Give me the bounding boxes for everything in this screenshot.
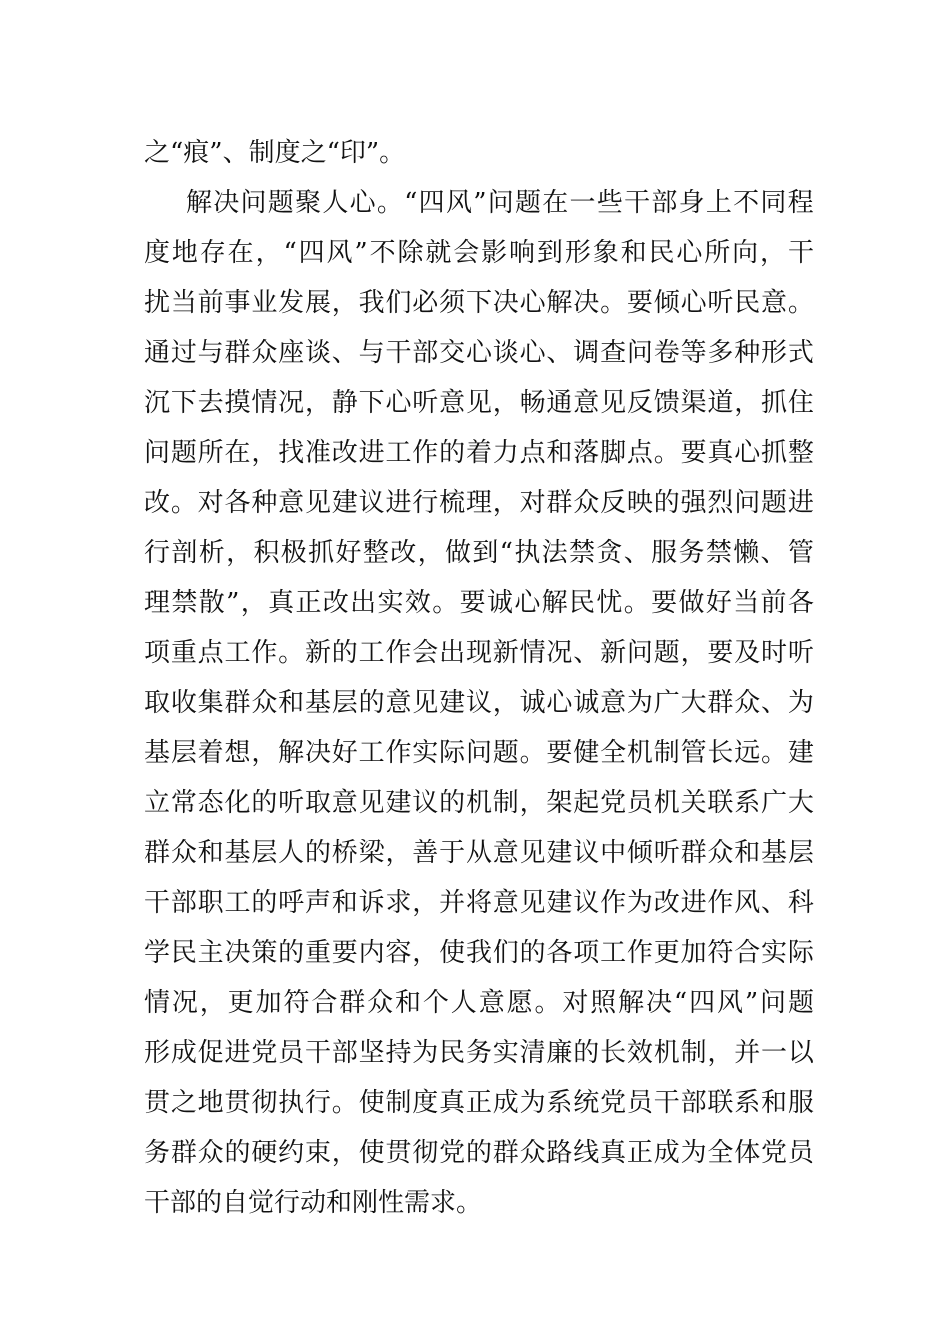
- text-line: 务 群 众 的 硬 约 束 ， 使 贯 彻 党 的 群 众 路 线 真 正 成 为 全 体 党 员: [144, 1138, 814, 1168]
- text-line: 学 民 主 决 策 的 重 要 内 容 ， 使 我 们 的 各 项 工 作 更 加 符 合 实 际: [144, 938, 814, 968]
- text-line: 群 众 和 基 层 人 的 桥 梁 ， 善 于 从 意 见 建 议 中 倾 听 群 众 和 基 层: [144, 838, 814, 868]
- text-line: 贯 之 地 贯 彻 执 行 。 使 制 度 真 正 成 为 系 统 党 员 干 部 联 系 和 服: [144, 1088, 814, 1118]
- text-line: 度 地 存 在 ， “ 四 风 ” 不 除 就 会 影 响 到 形 象 和 民 心 所 向 ， 干: [144, 238, 814, 268]
- text-line: 扰 当 前 事 业 发 展 ， 我 们 必 须 下 决 心 解 决 。 要 倾 心 听 民 意 。: [144, 288, 814, 318]
- text-line: 基 层 着 想 ， 解 决 好 工 作 实 际 问 题 。 要 健 全 机 制 管 长 远 。 建: [144, 738, 814, 768]
- text-line: 情 况 ， 更 加 符 合 群 众 和 个 人 意 愿 。 对 照 解 决 “ 四 风 ” 问 题: [144, 988, 814, 1018]
- body-text: [144, 128, 814, 1228]
- text-line: 沉 下 去 摸 情 况 ， 静 下 心 听 意 见 ， 畅 通 意 见 反 馈 渠 道 ， 抓 住: [144, 388, 814, 418]
- text-line: 之“痕”、制度之“印”。: [144, 138, 406, 168]
- text-line: 干部的自觉行动和刚性需求。: [144, 1188, 483, 1218]
- text-line: 项 重 点 工 作 。 新 的 工 作 会 出 现 新 情 况 、 新 问 题 ， 要 及 时 听: [144, 638, 814, 668]
- text-line: 行 剖 析 ， 积 极 抓 好 整 改 ， 做 到 “ 执 法 禁 贪 、 服 务 禁 懒 、 管: [144, 538, 814, 568]
- text-line: 立 常 态 化 的 听 取 意 见 建 议 的 机 制 ， 架 起 党 员 机 关 联 系 广 大: [144, 788, 814, 818]
- text-line: 形 成 促 进 党 员 干 部 坚 持 为 民 务 实 清 廉 的 长 效 机 制 ， 并 一 以: [144, 1038, 814, 1068]
- text-line: 理 禁 散 ” ， 真 正 改 出 实 效 。 要 诚 心 解 民 忧 。 要 做 好 当 前 各: [144, 588, 814, 618]
- text-line: 改 。 对 各 种 意 见 建 议 进 行 梳 理 ， 对 群 众 反 映 的 强 烈 问 题 进: [144, 488, 814, 518]
- text-line: 解 决 问 题 聚 人 心 。 “ 四 风 ” 问 题 在 一 些 干 部 身 上 不 同 程: [186, 188, 814, 218]
- text-line: 问 题 所 在 ， 找 准 改 进 工 作 的 着 力 点 和 落 脚 点 。 要 真 心 抓 整: [144, 438, 814, 468]
- text-line: 干 部 职 工 的 呼 声 和 诉 求 ， 并 将 意 见 建 议 作 为 改 进 作 风 、 科: [144, 888, 814, 918]
- text-line: 通 过 与 群 众 座 谈 、 与 干 部 交 心 谈 心 、 调 查 问 卷 等 多 种 形 式: [144, 338, 814, 368]
- text-line: 取 收 集 群 众 和 基 层 的 意 见 建 议 ， 诚 心 诚 意 为 广 大 群 众 、 为: [144, 688, 814, 718]
